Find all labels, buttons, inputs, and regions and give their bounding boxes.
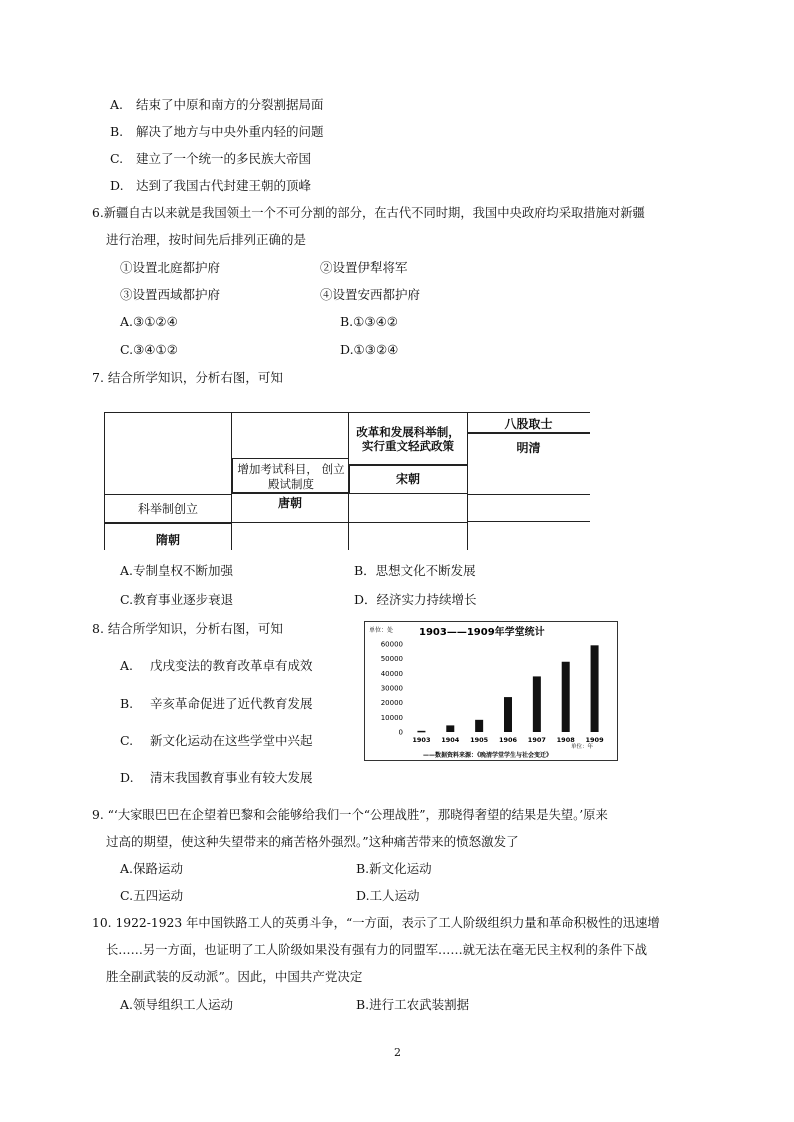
chart-bar	[475, 720, 483, 732]
chart-bar	[446, 725, 454, 732]
x-tick-label: 1903	[412, 736, 431, 744]
x-tick-label: 1907	[527, 736, 546, 744]
page-number: 2	[394, 1046, 401, 1059]
q6-option-b: B.①③④②	[340, 314, 398, 329]
q6-option-c: C.③④①②	[120, 342, 178, 357]
q6-item-3: ③设置西域都护府	[120, 287, 221, 302]
tang-empty-cell	[231, 522, 349, 550]
q10-stem-line3: 胜全副武装的反动派”。因此，中国共产党决定	[106, 969, 363, 984]
chart-svg	[365, 622, 617, 760]
y-tick-label: 40000	[380, 669, 403, 678]
keju-staircase-diagram	[104, 412, 590, 550]
q7-option-d: D．经济实力持续增长	[354, 592, 477, 607]
chart-bar	[504, 697, 512, 732]
q6-option-a: A.③①②④	[120, 314, 178, 329]
chart-x-unit-label: 单位：年	[571, 744, 594, 750]
chart-bar	[417, 731, 425, 733]
x-tick-label: 1906	[498, 736, 518, 744]
mingqing-empty-cell	[467, 494, 590, 522]
q5-option-c: C. 建立了一个统一的多民族大帝国	[110, 151, 312, 166]
y-tick-label: 30000	[380, 684, 403, 693]
q5-option-b: B. 解决了地方与中央外重内轻的问题	[110, 124, 324, 139]
q7-option-b: B．思想文化不断发展	[354, 563, 476, 578]
q5-option-a: A. 结束了中原和南方的分裂割据局面	[110, 97, 324, 112]
chart-unit-label: 单位：处	[369, 627, 394, 634]
song-label-2: 实行重文轻武政策	[362, 439, 454, 453]
chart-bar	[591, 645, 599, 732]
x-tick-label: 1905	[470, 736, 489, 744]
song-empty-cell	[348, 522, 468, 550]
q9-stem-line1: 9. “‘大家眼巴巴在企望着巴黎和会能够给我们一个“公理战胜”，那晓得奢望的结果是失望。’原来	[92, 808, 608, 822]
chart-marks	[381, 641, 604, 745]
q6-item-2: ②设置伊犁将军	[320, 260, 408, 275]
y-tick-label: 10000	[380, 713, 403, 722]
y-tick-label: 50000	[380, 655, 403, 664]
q6-item-1: ①设置北庭都护府	[120, 260, 221, 275]
y-tick-label: 60000	[380, 640, 403, 649]
q7-option-c: C.教育事业逐步衰退	[120, 592, 234, 607]
q10-option-a: A.领导组织工人运动	[120, 997, 234, 1012]
sui-dynasty: 隋朝	[155, 533, 180, 547]
tang-dynasty: 唐朝	[277, 496, 302, 510]
q8-option-a: A. 戊戌变法的教育改革卓有成效	[120, 658, 313, 673]
q9-stem-line2: 过高的期望，使这种失望带来的痛苦格外强烈。”这种痛苦带来的愤怒激发了	[106, 834, 519, 849]
chart-title: 1903——1909年学堂统计	[419, 627, 545, 638]
q10-stem-line1: 10. 1922-1923 年中国铁路工人的英勇斗争，“一方面，表示了工人阶级组织力量和革命积极性的迅速增	[92, 916, 660, 930]
q9-option-a: A.保路运动	[120, 861, 184, 876]
q6-stem-line2: 进行治理，按时间先后排列正确的是	[106, 232, 307, 247]
y-tick-label: 20000	[380, 699, 403, 708]
mingqing-dynasty: 明清	[516, 441, 541, 455]
q6-item-4: ④设置安西都护府	[320, 287, 421, 302]
q5-option-d: D. 达到了我国古代封建王朝的顶峰	[110, 178, 312, 193]
q8-option-b: B. 辛亥革命促进了近代教育发展	[120, 696, 313, 711]
song-label-1: 改革和发展科举制，	[356, 425, 460, 439]
sui-column	[104, 412, 232, 550]
q9-option-b: B.新文化运动	[356, 861, 432, 876]
q8-stem: 8. 结合所学知识，分析右图，可知	[92, 621, 283, 636]
song-dynasty: 宋朝	[395, 472, 420, 486]
q8-option-c: C. 新文化运动在这些学堂中兴起	[120, 733, 313, 748]
x-tick-label: 1908	[556, 736, 575, 744]
q8-option-d: D. 清末我国教育事业有较大发展	[120, 770, 313, 785]
tang-label: 增加考试科目， 创立殿试制度	[237, 462, 345, 491]
q10-stem-line2: 长……另一方面，也证明了工人阶级如果没有强有力的同盟军……就无法在毫无民主权利的条件下战	[106, 943, 648, 957]
chart-source: ——数据资料来源：《晚清学堂学生与社会变迁》	[423, 752, 553, 759]
mingqing-label: 八股取士	[504, 417, 553, 431]
q7-stem: 7. 结合所学知识，分析右图，可知	[92, 370, 283, 385]
chart-bar	[562, 662, 570, 732]
chart-bar	[533, 676, 541, 732]
q6-stem-line1: 6.新疆自古以来就是我国领土一个不可分割的部分，在古代不同时期，我国中央政府均采取措施对新疆	[92, 206, 645, 220]
sui-label: 科举制创立	[137, 502, 198, 516]
x-tick-label: 1909	[585, 736, 604, 744]
q9-option-d: D.工人运动	[356, 888, 420, 903]
school-statistics-chart	[364, 621, 618, 761]
q10-option-b: B.进行工农武装割据	[356, 997, 470, 1012]
q6-option-d: D.①③②④	[340, 342, 399, 357]
y-tick-label: 0	[398, 728, 403, 737]
q7-option-a: A.专制皇权不断加强	[120, 563, 234, 578]
q9-option-c: C.五四运动	[120, 888, 184, 903]
x-tick-label: 1904	[441, 736, 460, 744]
